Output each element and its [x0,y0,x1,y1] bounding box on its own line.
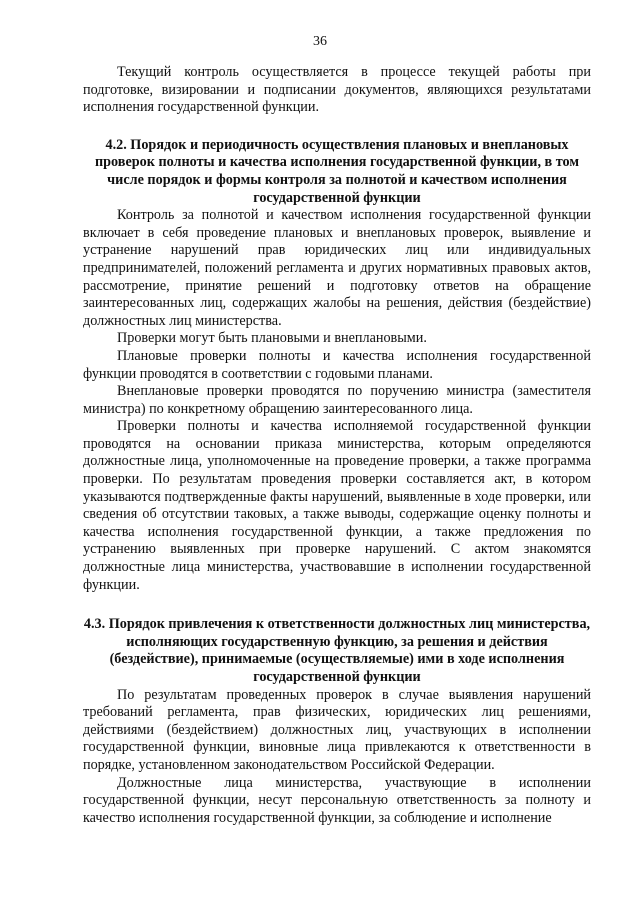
section-4-3-paragraph: Должностные лица министерства, участвующие в исполнении государственной функции, несут персональную ответственность за полноту и качество исполнения государственной функции, за соблюдение и исполнение [83,774,591,826]
intro-paragraph: Текущий контроль осуществляется в процессе текущей работы при подготовке, визировании и подписании документов, являющихся результатами исполнения государственной функции. [83,64,591,116]
section-4-2-paragraph: Контроль за полнотой и качеством исполнения государственной функции включает в себя проведение плановых и внеплановых проверок, выявление и устранение нарушений прав юридических лиц или индивидуальных предпринимателей, положений регламента и других нормативных правовых актов, рассмотрение, принятие решений и подготовку ответов на обращение заинтересованных лиц, содержащих жалобы на решения, действия (бездействие) должностных лиц министерства. [83,207,591,329]
section-spacer [83,594,591,616]
section-4-2-paragraph: Проверки полноты и качества исполняемой государственной функции проводятся на основании приказа министерства, которым определяются должностные лица, уполномоченные на проведение проверки, а также программа проверки. По результатам проведения проверки составляется акт, в котором указываются подтвержденные факты нарушений, выявленные в ходе проверки, или сведения об отсутствии таковых, а также выводы, содержащие оценку полноты и качества исполнения государственной функции, а также предложения по устранению выявленных при проверке нарушений. С актом знакомятся должностные лица министерства, участвовавшие в исполнении государственной функции. [83,418,591,593]
page-number: 36 [313,34,327,49]
section-4-2-paragraph: Плановые проверки полноты и качества исполнения государственной функции проводятся в соответствии с годовыми планами. [83,347,591,382]
section-4-2-heading: 4.2. Порядок и периодичность осуществления плановых и внеплановых проверок полноты и качества исполнения государственной функции, в том числе порядок и формы контроля за полнотой и качеством исполнения государственной функции [94,136,580,206]
section-spacer [83,117,591,137]
document-body [83,64,591,827]
section-4-2-paragraph: Внеплановые проверки проводятся по поручению министра (заместителя министра) по конкретному обращению заинтересованного лица. [83,383,591,417]
section-4-2-paragraph: Проверки могут быть плановыми и внеплановыми. [117,330,427,347]
section-4-3-heading: 4.3. Порядок привлечения к ответственности должностных лиц министерства, исполняющих государственную функцию, за решения и действия (бездействие), принимаемые (осуществляемые) ими в ходе исполнения государственной функции [83,616,591,685]
section-4-3-paragraph: По результатам проведенных проверок в случае выявления нарушений требований регламента, прав физических, юридических лиц решениями, действиями (бездействием) должностных лиц, участвующих в исполнении государственной функции, виновные лица привлекаются к ответственности в порядке, установленном законодательством Российской Федерации. [83,686,591,773]
